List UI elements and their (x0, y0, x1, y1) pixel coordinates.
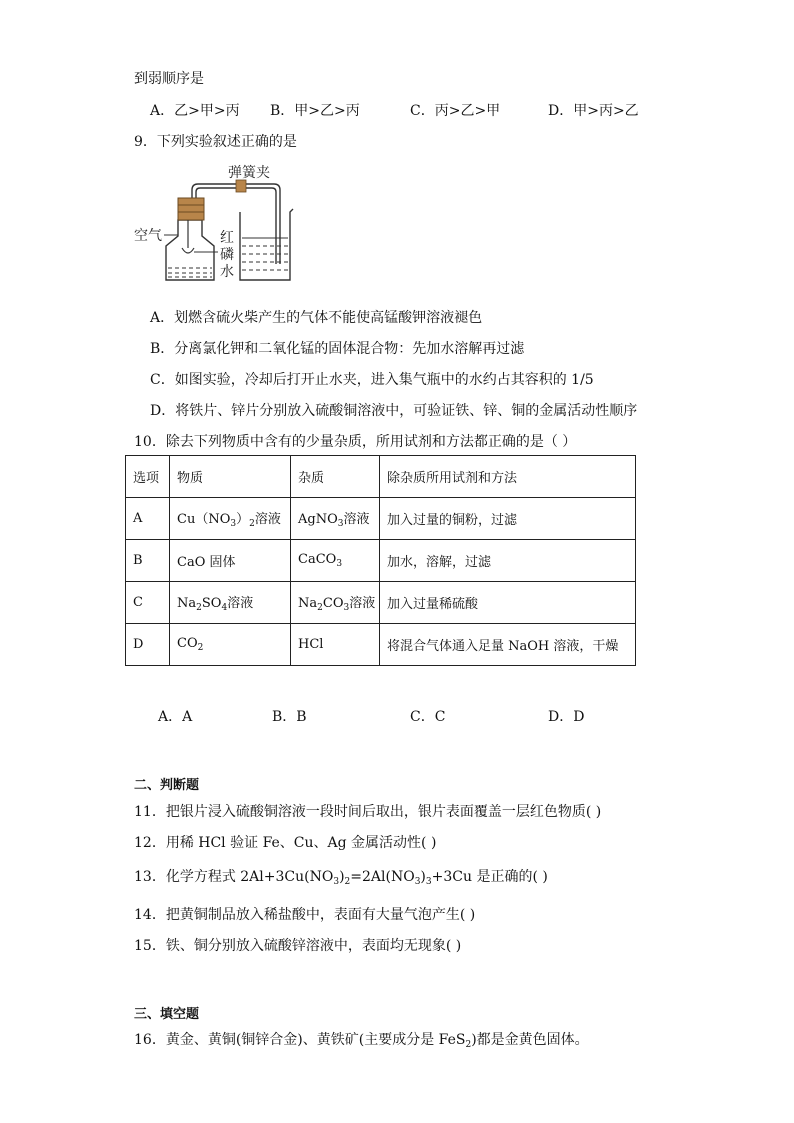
table-row (126, 498, 636, 540)
label-red: 红 (220, 230, 234, 246)
header-substance: 物质 (170, 456, 291, 498)
impurity-removal-table (125, 455, 636, 666)
cell-option: A (126, 498, 170, 540)
gas-bottle (166, 220, 214, 280)
header-method: 除杂质所用试剂和方法 (380, 456, 636, 498)
header-impurity: 杂质 (291, 456, 380, 498)
cell-impurity: CaCO$_3$ (291, 540, 380, 582)
cell-method: 将混合气体通入足量 NaOH 溶液，干燥 (380, 624, 636, 666)
label-air: 空气 (134, 228, 162, 244)
q13: 13．化学方程式 $2Al+3Cu(NO_3)_2=2Al(NO_3)_3+3Cu$ 是正确的( ) (134, 869, 548, 887)
cell-substance: $Na_2SO_4$溶液 (170, 582, 291, 624)
section-title-judgment: 二、判断题 (134, 778, 200, 793)
q15: 15．铁、铜分别放入硫酸锌溶液中，表面均无现象( ) (134, 938, 462, 954)
cell-impurity: HCl (291, 624, 380, 666)
table-row (126, 624, 636, 666)
label-water: 水 (220, 264, 234, 280)
q10-option-a: A．A (158, 709, 193, 725)
q8-stem-tail: 到弱顺序是 (134, 71, 204, 87)
q9-option-c: C．如图实验，冷却后打开止水夹，进入集气瓶中的水约占其容积的 1/5 (150, 372, 594, 388)
cell-impurity: $Na_2CO_3$溶液 (291, 582, 380, 624)
cell-method: 加水，溶解，过滤 (380, 540, 636, 582)
q8-option-d: D．甲>丙>乙 (548, 103, 639, 119)
q16: 16．黄金、黄铜(铜锌合金)、黄铁矿(主要成分是 FeS$_2$)都是金黄色固体。 (134, 1032, 589, 1050)
label-spring-clip: 弹簧夹 (228, 165, 270, 181)
q10-option-c: C．C (410, 709, 446, 725)
cell-option: C (126, 582, 170, 624)
q10-stem: 10．除去下列物质中含有的少量杂质，所用试剂和方法都正确的是（ ） (134, 434, 577, 450)
cell-option: D (126, 624, 170, 666)
q8-option-c: C．丙>乙>甲 (410, 103, 501, 119)
cell-option: B (126, 540, 170, 582)
phosphorus-combustion-apparatus (130, 162, 300, 287)
cell-substance: CaO 固体 (170, 540, 291, 582)
beaker (240, 209, 293, 280)
cell-substance: $CO_2$ (170, 624, 291, 666)
cell-method: 加入过量稀硫酸 (380, 582, 636, 624)
cell-substance: $Cu(NO_3)_2$溶液 (170, 498, 291, 540)
label-phosphorus: 磷 (220, 247, 234, 263)
q8-option-a: A．乙>甲>丙 (150, 103, 240, 119)
cell-method: 加入过量的铜粉，过滤 (380, 498, 636, 540)
q10-option-d: D．D (548, 709, 585, 725)
table-row (126, 540, 636, 582)
table-row (126, 582, 636, 624)
cell-impurity: AgNO$_3$溶液 (291, 498, 380, 540)
q10-option-b: B．B (272, 709, 307, 725)
q11: 11．把银片浸入硫酸铜溶液一段时间后取出，银片表面覆盖一层红色物质( ) (134, 804, 602, 820)
q9-option-b: B．分离氯化钾和二氧化锰的固体混合物：先加水溶解再过滤 (150, 341, 525, 357)
section-title-fill-in: 三、填空题 (134, 1007, 200, 1022)
spring-clip-icon (236, 180, 246, 192)
q12: 12．用稀 HCl 验证 Fe、Cu、Ag 金属活动性( ) (134, 835, 437, 851)
table-header-row (126, 456, 636, 498)
q8-option-b: B．甲>乙>丙 (270, 103, 360, 119)
header-option: 选项 (126, 456, 170, 498)
q9-option-a: A．划燃含硫火柴产生的气体不能使高锰酸钾溶液褪色 (150, 310, 483, 326)
q14: 14．把黄铜制品放入稀盐酸中，表面有大量气泡产生( ) (134, 907, 476, 923)
q9-stem: 9．下列实验叙述正确的是 (134, 134, 297, 150)
q9-option-d: D．将铁片、锌片分别放入硫酸铜溶液中，可验证铁、锌、铜的金属活动性顺序 (150, 403, 638, 419)
